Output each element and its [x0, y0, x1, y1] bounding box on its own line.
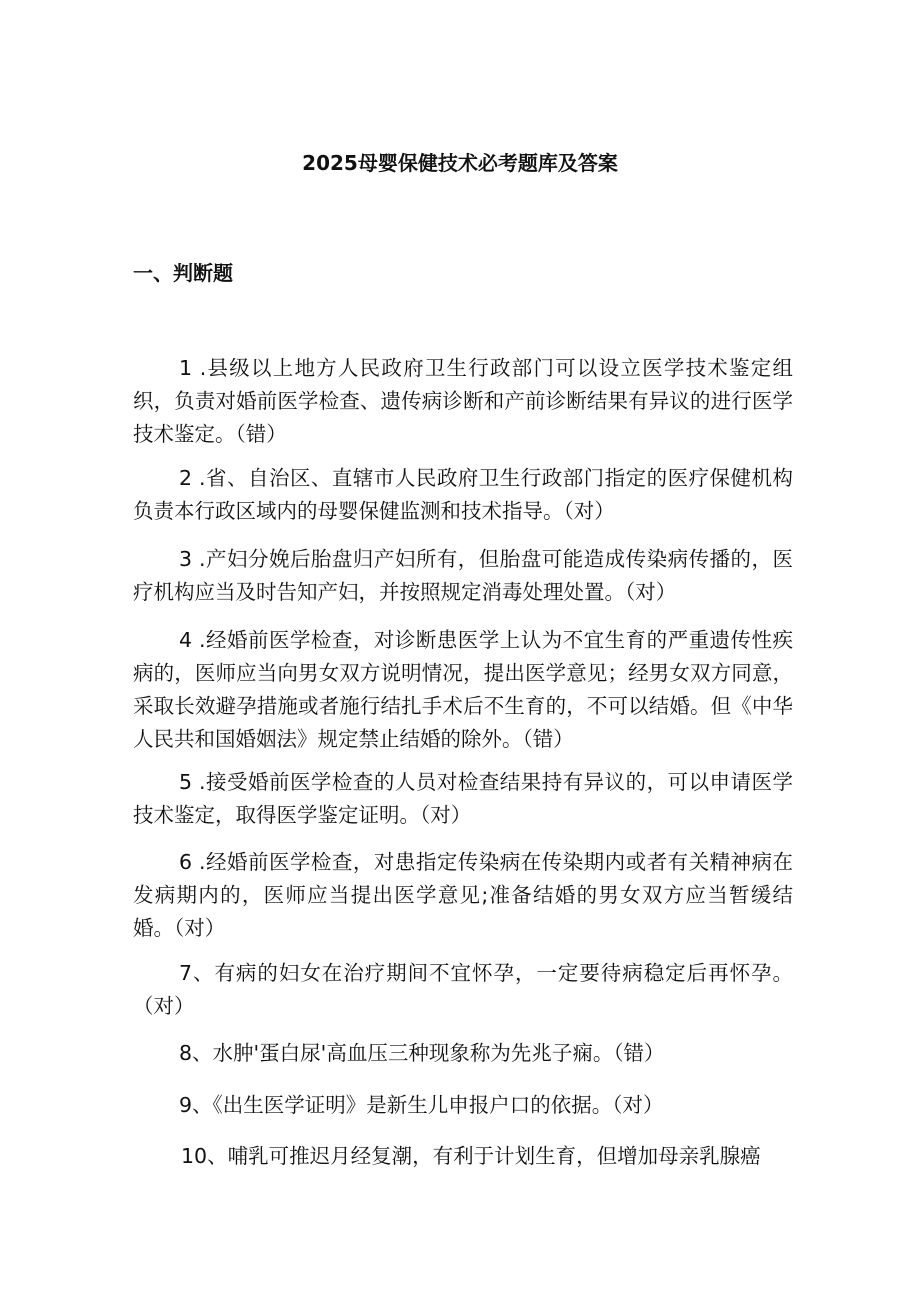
question-item [133, 1089, 793, 1122]
question-text: 5 .接受婚前医学检查的人员对检查结果持有异议的，可以申请医学技术鉴定，取得医学鉴定证明。（对） [133, 770, 793, 827]
question-text: 4 .经婚前医学检查，对诊断患医学上认为不宜生育的严重遗传性疾病的，医师应当向男女双方说明情况，提出医学意见；经男女双方同意，采取长效避孕措施或者施行结扎手术后不生育的，不可以结婚。但《中华人民共和国婚姻法》规定禁止结婚的除外。（错） [133, 628, 793, 751]
section-heading: 一、判断题 [133, 261, 233, 285]
question-text: 9、《出生医学证明》是新生儿申报户口的依据。（对） [179, 1093, 664, 1117]
question-text: 7、有病的妇女在治疗期间不宜怀孕，一定要待病稳定后再怀孕。（对） [133, 961, 793, 1018]
question-item [133, 352, 793, 451]
question-item [133, 766, 793, 832]
question-item [133, 543, 793, 609]
question-item [133, 624, 793, 756]
question-text: 8、水肿'蛋白尿'高血压三种现象称为先兆子痫。（错） [179, 1041, 665, 1065]
question-text: 2 .省、自治区、直辖市人民政府卫生行政部门指定的医疗保健机构负责本行政区域内的母婴保健监测和技术指导。（对） [133, 466, 793, 523]
document-title: 2025母婴保健技术必考题库及答案 [302, 151, 618, 175]
question-item [133, 1037, 793, 1070]
question-item [133, 957, 793, 1023]
question-text: 10、哺乳可推迟月经复潮，有利于计划生育，但增加母亲乳腺癌 [181, 1144, 761, 1168]
question-text: 1 .县级以上地方人民政府卫生行政部门可以设立医学技术鉴定组织，负责对婚前医学检查、遗传病诊断和产前诊断结果有异议的进行医学技术鉴定。（错） [133, 356, 793, 446]
question-text: 6 .经婚前医学检查，对患指定传染病在传染期内或者有关精神病在发病期内的，医师应当提出医学意见;准备结婚的男女双方应当暂缓结婚。（对） [133, 850, 793, 940]
question-item [133, 1140, 793, 1173]
question-item [133, 846, 793, 945]
question-item [133, 462, 793, 528]
question-text: 3 .产妇分娩后胎盘归产妇所有，但胎盘可能造成传染病传播的，医疗机构应当及时告知产妇，并按照规定消毒处理处置。（对） [133, 547, 793, 604]
